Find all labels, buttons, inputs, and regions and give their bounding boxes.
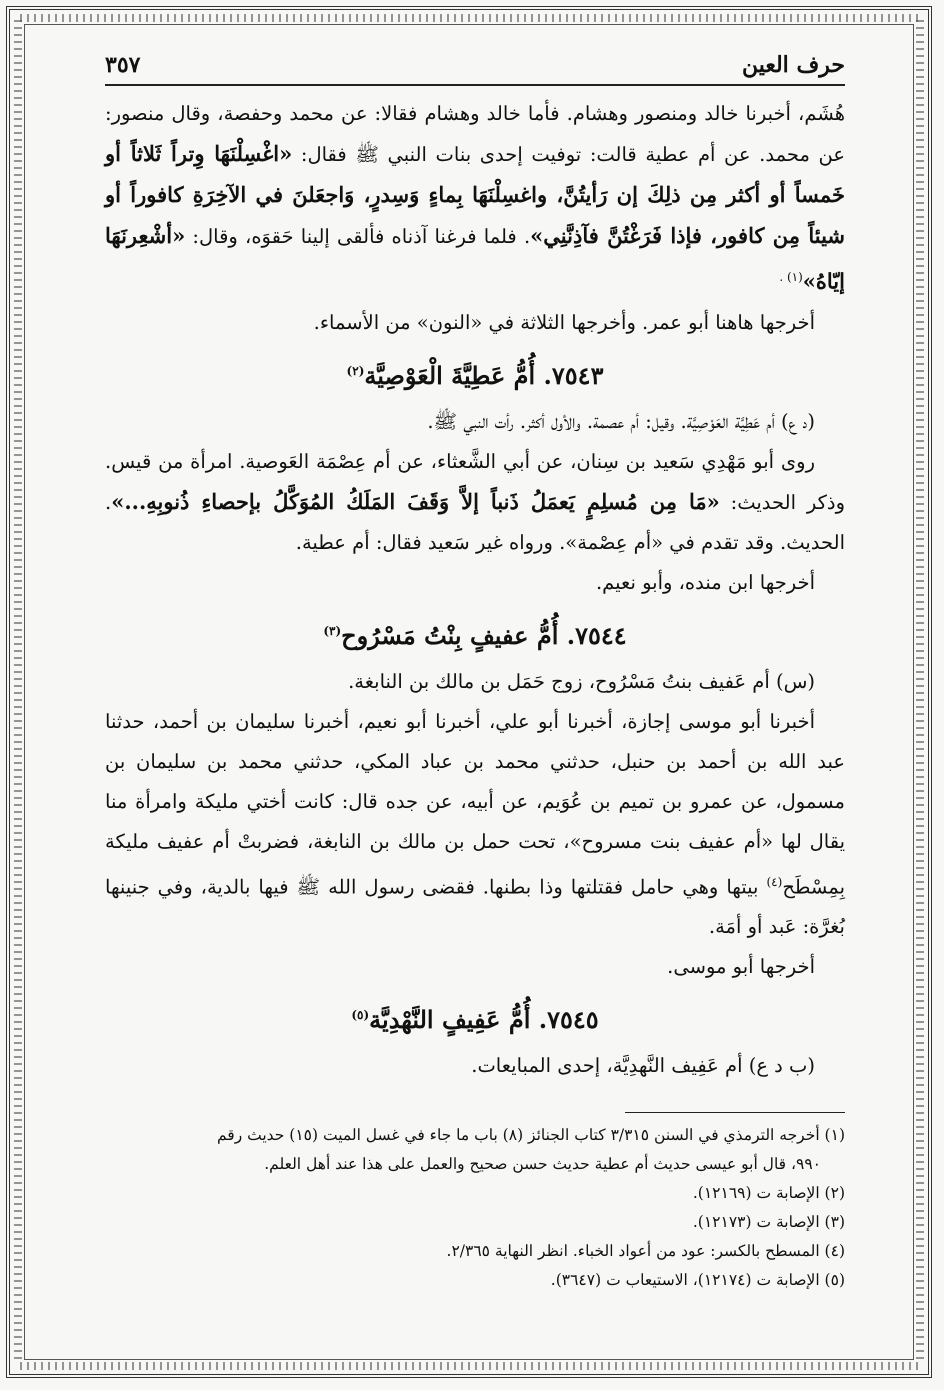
page-number: ٣٥٧ xyxy=(105,52,141,78)
footnote-3: (٣) الإصابة ت (١٢١٧٣). xyxy=(692,1213,845,1231)
entry-title: ٧٥٤٤. أُمُّ عفيفٍ بِنْتُ مَسْرُوح xyxy=(341,620,627,650)
entry-7543-intro: (د ع) أم عَطِيَّة العَوْصِيَّة. وقيل: أم عصمة. والأول أكثر. رأت النبي ﷺ. xyxy=(427,409,815,433)
text-segment: أخبرنا أبو موسى إجازة، أخبرنا أبو علي، أخبرنا أبو نعيم، أخبرنا سليمان بن أحمد، حدثنا عبد الله بن أحمد بن حنبل، حدثني محمد بن عباد المكي، حدثني محمد بن سليمان بن مسمول، عن عمرو بن تميم بن عُوَيم، عن أبيه، عن جده قال: كانت أختي مليكة وامرأة منا يقال لها «أم عفيف بنت مسروح»، تحت حمل بن مالك بن النابغة، فضربتْ أم عفيف مليكة بِمِسْطَح xyxy=(105,709,845,898)
ornament-border-right xyxy=(916,20,924,1364)
paragraph-source: أخرجها هاهنا أبو عمر. وأخرجها الثلاثة في «النون» من الأسماء. xyxy=(313,310,815,334)
footnotes xyxy=(105,1121,845,1295)
entry-7544-narration xyxy=(105,702,845,948)
hadith-quote: «مَا مِن مُسلِمٍ يَعمَلُ ذَنباً إلاَّ وَقَفَ المَلَكُ المُوَكَّلُ بإحصاءِ ذُنوبِهِ...» xyxy=(111,488,720,514)
footnote-4: (٤) المسطح بالكسر: عود من أعواد الخباء. انظر النهاية ٢/٣٦٥. xyxy=(446,1242,845,1260)
entry-7544-source: أخرجها أبو موسى. xyxy=(667,955,815,978)
entry-7543-narration xyxy=(105,442,845,563)
ornament-border-bottom xyxy=(20,1362,918,1370)
footnote-divider xyxy=(625,1112,845,1113)
entry-title: ٧٥٤٥. أُمُّ عَفِيفٍ النَّهْدِيَّة xyxy=(369,1005,599,1034)
footnote-5: (٥) الإصابة ت (١٢١٧٤)، الاستيعاب ت (٣٦٤٧). xyxy=(550,1271,845,1289)
footnote-1: (١) أخرجه الترمذي في السنن ٣/٣١٥ كتاب الجنائز (٨) باب ما جاء في غسل الميت (١٥) حديث رقم xyxy=(216,1126,845,1144)
footnote-ref: (٢) xyxy=(346,363,365,378)
running-header xyxy=(105,52,845,86)
footnote-ref: (١) . xyxy=(779,270,803,284)
ornament-border-left xyxy=(14,20,22,1364)
entry-heading-7545 xyxy=(105,993,845,1042)
entry-title: ٧٥٤٣. أُمُّ عَطِيَّةَ الْعَوْصِيَّة xyxy=(364,360,604,390)
footnote-ref: (٥) xyxy=(351,1008,370,1022)
entry-7543-source: أخرجها ابن منده، وأبو نعيم. xyxy=(595,570,815,594)
entry-heading-7544 xyxy=(105,609,845,658)
text-segment: . الحديث. وقد تقدم في «أم عِصْمة». ورواه غير سَعيد فقال: أم عطية. xyxy=(105,490,845,554)
entry-heading-7543 xyxy=(105,349,845,398)
footnote-ref: (٣) xyxy=(323,623,342,638)
page-content xyxy=(105,52,845,1295)
entry-7544-intro: (س) أم عَفيف بنتُ مَسْرُوح، زوج حَمَل بن مالك بن النابغة. xyxy=(348,669,815,693)
chapter-title: حرف العين xyxy=(741,52,845,78)
entry-7545-intro: (ب د ع) أم عَفِيف النَّهدِيَّة، إحدى المبايعات. xyxy=(471,1054,815,1077)
footnote-ref: (٤) xyxy=(766,874,783,889)
hadith-quote: «أشْعِرنَهَا إيّاهُ» xyxy=(105,223,845,294)
paragraph-um-atiyya-hadith xyxy=(105,94,845,303)
ornament-border-top xyxy=(20,14,918,22)
text-segment: هُشَم، أخبرنا خالد ومنصور وهشام. فأما خالد وهشام فقالا: عن محمد وحفصة، وقال منصور: عن محمد. عن أم عطية قالت: توفيت إحدى بنات النبي ﷺ فقال: xyxy=(105,102,845,166)
text-segment: . فلما فرغنا آذناه فألقى إلينا حَقوَه، وقال: xyxy=(192,225,531,248)
footnote-1-continued: ٩٩٠، قال أبو عيسى حديث أم عطية حديث حسن صحيح والعمل على هذا عند أهل العلم. xyxy=(264,1155,821,1173)
text-segment: روى أبو مَهْدِي سَعيد بن سِنان، عن أبي الشَّعثاء، عن أم عِصْمَة العَوصية. امرأة من قيس. وذكر الحديث: xyxy=(105,449,846,514)
text-segment: بيتها وهي حامل فقتلتها وذا بطنها. فقضى رسول الله ﷺ فيها بالدية، وفي جنينها بُغرَّة: عَبد أو أمَة. xyxy=(105,875,845,938)
footnote-2: (٢) الإصابة ت (١٢١٦٩). xyxy=(692,1184,845,1202)
hadith-quote: «اغْسِلْنَهَا وِتراً ثَلاثاً أو خَمساً أو أكثر مِن ذلِكَ إن رَأيتُنَّ، واغسِلْنَهَا بِماءٍ وَسِدرٍ، وَاجعَلنَ في الآخِرَةِ كافوراً أو شيئاً مِن كافور، فإذا فَرَغْتُنَّ فآذِنَّنِي» xyxy=(105,141,846,248)
